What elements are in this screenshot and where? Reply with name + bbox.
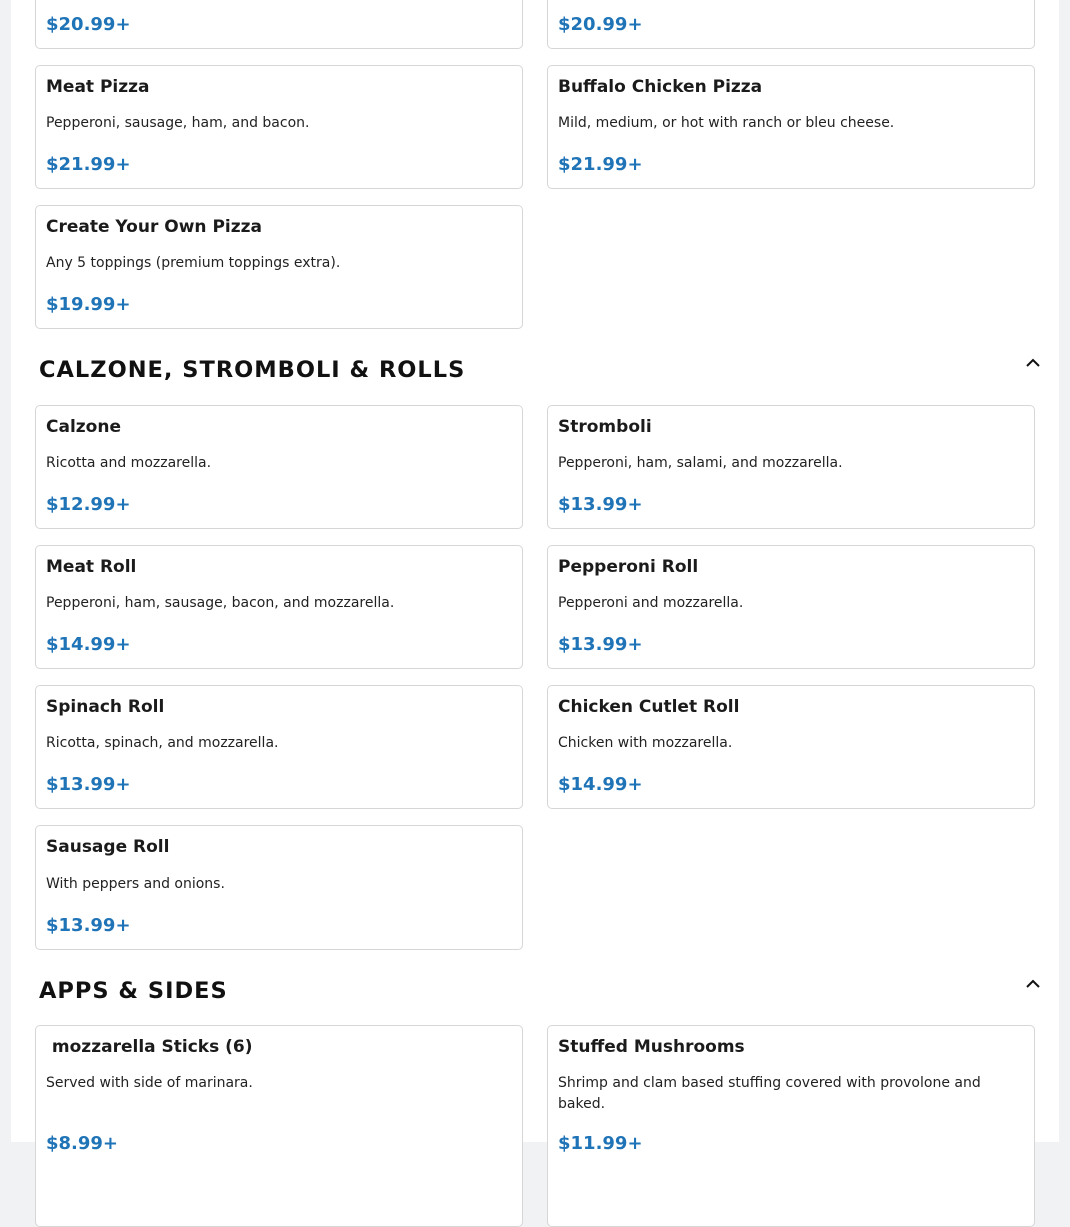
chevron-up-icon[interactable] <box>1021 972 1045 996</box>
item-description: Ricotta, spinach, and mozzarella. <box>46 735 279 751</box>
item-price: $13.99+ <box>46 774 131 795</box>
item-description: With peppers and onions. <box>46 876 225 892</box>
menu-item-card[interactable] <box>547 0 1035 49</box>
section-header-apps-sides[interactable] <box>39 978 1039 1018</box>
item-description: Pepperoni, ham, salami, and mozzarella. <box>558 455 843 471</box>
item-name: Meat Pizza <box>46 77 150 97</box>
item-price: $8.99+ <box>46 1133 119 1154</box>
section-title: CALZONE, STROMBOLI & ROLLS <box>39 357 466 383</box>
item-name: Spinach Roll <box>46 697 165 717</box>
item-price: $21.99+ <box>558 154 643 175</box>
menu-item-pepperoni-roll[interactable] <box>547 545 1035 669</box>
item-name: Meat Roll <box>46 557 137 577</box>
menu-item-chicken-cutlet-roll[interactable] <box>547 685 1035 809</box>
item-price: $21.99+ <box>46 154 131 175</box>
item-price: $13.99+ <box>558 494 643 515</box>
item-price: $19.99+ <box>46 294 131 315</box>
menu-page <box>11 0 1059 1154</box>
item-description: Shrimp and clam based stuffing covered with provolone and baked. <box>558 1075 981 1112</box>
item-price: $13.99+ <box>46 915 131 936</box>
menu-item-card[interactable] <box>35 0 523 49</box>
item-price: $20.99+ <box>46 14 131 35</box>
item-name: Pepperoni Roll <box>558 557 699 577</box>
menu-item-stromboli[interactable] <box>547 405 1035 529</box>
menu-item-stuffed-mushrooms[interactable] <box>547 1025 1035 1227</box>
item-description: Served with side of marinara. <box>46 1075 253 1091</box>
menu-item-buffalo-chicken-pizza[interactable] <box>547 65 1035 189</box>
menu-item-sausage-roll[interactable] <box>35 825 523 950</box>
menu-item-calzone[interactable] <box>35 405 523 529</box>
section-header-calzone[interactable] <box>39 357 1039 397</box>
item-description: Mild, medium, or hot with ranch or bleu cheese. <box>558 115 895 131</box>
item-description: Any 5 toppings (premium toppings extra). <box>46 255 341 271</box>
menu-item-meat-roll[interactable] <box>35 545 523 669</box>
item-name: Calzone <box>46 417 121 437</box>
section-title: APPS & SIDES <box>39 978 228 1004</box>
menu-item-spinach-roll[interactable] <box>35 685 523 809</box>
item-price: $13.99+ <box>558 634 643 655</box>
item-price: $14.99+ <box>46 634 131 655</box>
item-price: $11.99+ <box>558 1133 643 1154</box>
item-name: mozzarella Sticks (6) <box>46 1037 253 1057</box>
item-price: $12.99+ <box>46 494 131 515</box>
menu-item-create-your-own-pizza[interactable] <box>35 205 523 329</box>
item-price: $20.99+ <box>558 14 643 35</box>
menu-item-mozzarella-sticks[interactable] <box>35 1025 523 1227</box>
item-name: Sausage Roll <box>46 837 170 857</box>
item-name: Stromboli <box>558 417 652 437</box>
item-name: Stuffed Mushrooms <box>558 1037 745 1057</box>
item-name: Buffalo Chicken Pizza <box>558 77 763 97</box>
item-price: $14.99+ <box>558 774 643 795</box>
menu-item-meat-pizza[interactable] <box>35 65 523 189</box>
item-description: Ricotta and mozzarella. <box>46 455 212 471</box>
item-description: Chicken with mozzarella. <box>558 735 733 751</box>
item-name: Create Your Own Pizza <box>46 217 262 237</box>
chevron-up-icon[interactable] <box>1021 351 1045 375</box>
item-name: Chicken Cutlet Roll <box>558 697 740 717</box>
item-description: Pepperoni, sausage, ham, and bacon. <box>46 115 310 131</box>
item-description: Pepperoni and mozzarella. <box>558 595 744 611</box>
item-description: Pepperoni, ham, sausage, bacon, and mozzarella. <box>46 595 395 611</box>
